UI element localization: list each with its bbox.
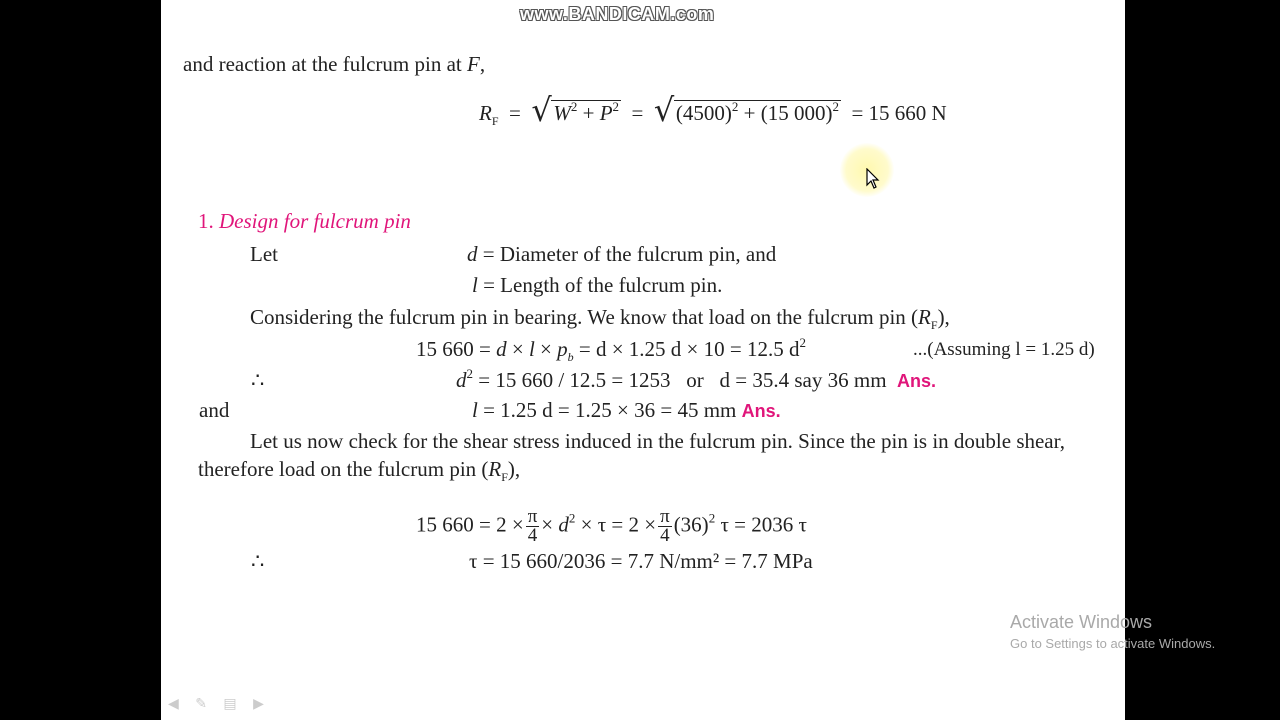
section-title: Design for fulcrum pin: [219, 209, 411, 233]
eq5: τ = 15 660/2036 = 7.7 N/mm² = 7.7 MPa: [469, 549, 813, 573]
eq4-tail: τ = 2036 τ: [720, 512, 807, 537]
eq3: l = 1.25 d = 1.25 × 36 = 45 mm Ans.: [472, 398, 781, 422]
def-d-line: [467, 242, 776, 266]
eq3-text: = 1.25 d = 1.25 × 36 = 45 mm: [483, 398, 737, 422]
shear-paragraph-1: Let us now check for the shear stress induced in the fulcrum pin. Since the pin is in double shear,: [250, 429, 1066, 453]
def-l-var: l: [472, 273, 478, 297]
section-heading: [198, 209, 411, 233]
therefore-symbol-1: ∴: [251, 368, 265, 392]
eq2-a: = 15 660 / 12.5 = 1253: [478, 368, 671, 392]
intro-var: F: [466, 52, 480, 76]
rf-equation: $R_F$ = √ $W^2 + P^2$ = √ $(4500)^2 + (15$ 000)$^2$ = 15 660 N: [479, 91, 947, 129]
eq1: 15 $660 = d \times l \times p_b = d \times 1.25$ d × 10 = 12.5 $d^2$: [416, 335, 806, 364]
next-arrow-icon[interactable]: ▶: [253, 696, 264, 712]
let-label: Let: [250, 242, 278, 266]
considering-line: Considering the fulcrum pin in bearing. We know that load on the fulcrum pin $(R_F)$,: [250, 305, 950, 332]
def-l-line: [472, 273, 722, 297]
eq1-assumption: ...(Assuming l = 1.25 d): [913, 339, 1095, 360]
eq4-lhs: 15 660: [416, 512, 474, 537]
shear-text-2: therefore load on the fulcrum pin (: [198, 457, 489, 481]
eq1-rhs: = d × 1.25 d × 10 = 12.5 d: [578, 337, 800, 361]
answer-label: Ans.: [897, 371, 937, 391]
document-page: [161, 0, 1125, 720]
therefore-symbol-2: ∴: [251, 549, 265, 573]
rf-result: = 15 660 N: [851, 101, 947, 125]
activate-windows-title: Activate Windows: [1010, 612, 1153, 632]
sqrt-2: √ $(4500)^2 + (15$ 000)$^2$: [653, 91, 839, 129]
eq2-b: d = 35.4 say 36 mm: [719, 368, 887, 392]
shear-paragraph-2: therefore load on the fulcrum pin $(R_F)$,: [198, 457, 521, 484]
sqrt-1: √ $W^2 + P^2$: [531, 91, 620, 129]
def-d-text: = Diameter of the fulcrum pin, and: [482, 242, 777, 266]
menu-icon[interactable]: ▤: [223, 696, 237, 712]
answer-label: Ans.: [741, 401, 781, 421]
def-l-text: = Length of the fulcrum pin.: [483, 273, 723, 297]
prev-arrow-icon[interactable]: ◀: [168, 696, 179, 712]
eq2: $d^2 = 15$ 660 / 12.5 = 1253 or d = 35.4 say 36 mm Ans.: [456, 366, 937, 392]
eq1-lhs: 15 660: [416, 337, 474, 361]
activate-windows-subtitle: Go to Settings to activate Windows.: [1010, 636, 1216, 651]
recorder-watermark: www.BANDICAM.com: [520, 4, 715, 24]
pen-icon[interactable]: ✎: [195, 696, 207, 712]
intro-line: and reaction at the fulcrum pin at F,: [183, 52, 486, 76]
def-d-var: d: [467, 242, 478, 266]
mouse-pointer-icon: [866, 168, 880, 195]
eq4: 15 660 = 2 × $\frac{\pi}{4}$ × $d^2 \times \tau = 2$ × $\frac{\pi}{4}$ $(36)^2$ τ = 2036 τ: [416, 506, 807, 546]
considering-text: Considering the fulcrum pin in bearing. We know that load on the fulcrum pin (: [250, 305, 919, 329]
and-label: and: [199, 398, 230, 422]
slide-navigation: [168, 696, 276, 712]
section-number: 1.: [198, 209, 214, 233]
intro-text: and reaction at the fulcrum pin at: [183, 52, 462, 76]
eq2-or: or: [686, 368, 704, 392]
